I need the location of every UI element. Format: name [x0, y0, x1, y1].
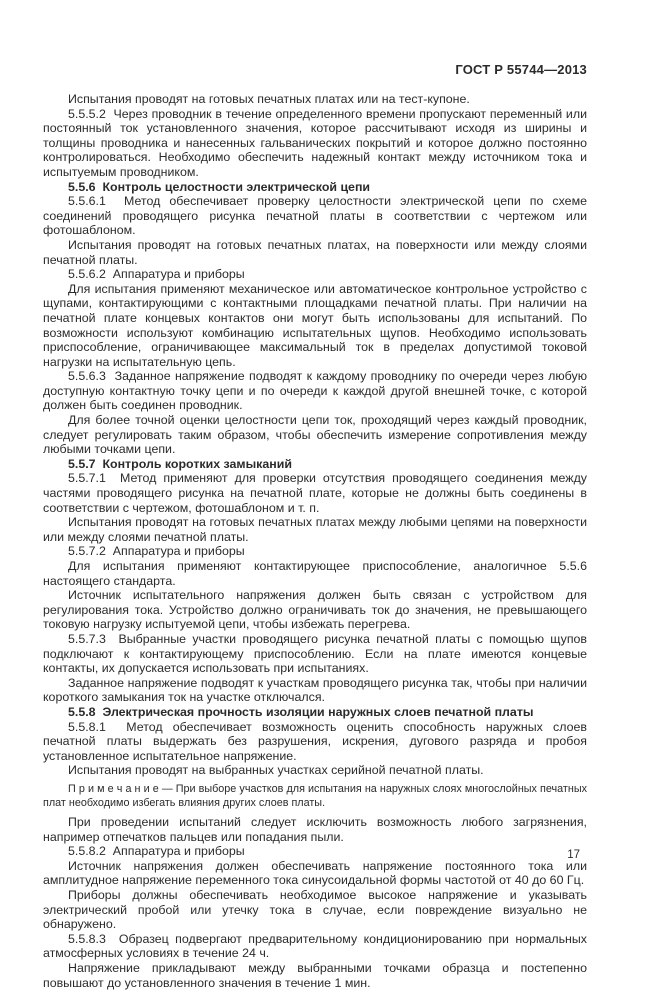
paragraph: Испытания проводят на выбранных участках серийной печатной платы. — [68, 763, 484, 778]
section-heading: 5.5.8 Электрическая прочность изоляции наружных слоев печатной платы — [68, 704, 534, 719]
paragraph: Для испытания применяют контактирующее приспособление, аналогичное 5.5.6 настоящего стандарта. — [43, 559, 587, 588]
paragraph: 5.5.8.3 Образец подвергают предварительному кондиционированию при нормальных атмосферных условиях в течение 24 ч. — [43, 931, 587, 961]
paragraph: Для более точной оценки целостности цепи ток, проходящий через каждый проводник, следует регулировать таким образом, чтобы обеспечить измерение сопротивления между любыми точками цепи. — [43, 413, 587, 457]
paragraph: Приборы должны обеспечивать необходимое высокое напряжение и указывать электрический пробой или утечку тока в случае, если повреждение визуально не обнаружено. — [43, 888, 587, 932]
note-paragraph: П р и м е ч а н и е — При выборе участков для испытания на наружных слоях многослойных печатных плат необходимо избегать влияния других слоев платы. — [43, 782, 587, 809]
paragraph: 5.5.6.2 Аппаратура и приборы — [68, 267, 245, 282]
paragraph: 5.5.7.3 Выбранные участки проводящего рисунка печатной платы с помощью щупов подключают к контактирующему приспособлению. Если на плате имеются концевые контакты, их допускается использовать при испытаниях. — [43, 631, 587, 676]
paragraph: 5.5.7.2 Аппаратура и приборы — [68, 544, 245, 559]
paragraph: При проведении испытаний следует исключить возможность любого загрязнения, например отпечатков пальцев или попадания пыли. — [43, 815, 587, 844]
paragraph: Источник напряжения должен обеспечивать напряжение постоянного тока или амплитудное напряжение переменного тока синусоидальной формы частотой от 40 до 60 Гц. — [43, 858, 587, 888]
paragraph: Испытания проводят на готовых печатных платах или на тест-купоне. — [68, 92, 470, 106]
paragraph: Источник испытательного напряжения должен быть связан с устройством для регулирования тока. Устройство должно ограничивать ток до значения, не превышающего токовую нагрузку испытуемой цепи, чтобы избежать перегрева. — [43, 588, 587, 632]
document-header: ГОСТ Р 55744—2013 — [455, 62, 587, 77]
paragraph: Испытания проводят на готовых печатных платах между любыми цепями на поверхности или между слоями печатной платы. — [43, 515, 587, 544]
paragraph: 5.5.8.1 Метод обеспечивает возможность оценить способность наружных слоев печатной платы выдержать без разрушения, искрения, дугового разряда и пробоя установленное испытательное напряжение. — [43, 719, 587, 763]
section-heading: 5.5.7 Контроль коротких замыканий — [68, 456, 292, 471]
paragraph: 5.5.6.3 Заданное напряжение подводят к каждому проводнику по очереди через любую доступную контактную точку цепи и по очереди к каждой другой внешней точке, с которой должен быть соединен проводник. — [43, 369, 587, 413]
document-content — [43, 62, 587, 990]
paragraph: Для испытания применяют механическое или автоматическое контрольное устройство с щупами, контактирующими с контактными площадками печатной платы. При наличии на печатной плате концевых контактов они могут быть использованы для испытаний. По возможности используют комбинацию испытательных щупов. Необходимо использовать приспособление, ограничивающее максимальный ток в пределах допустимой токовой нагрузки на испытательную цепь. — [43, 281, 587, 369]
paragraph: 5.5.5.2 Через проводник в течение определенного времени пропускают переменный или постоянный ток установленного значения, которое рассчитывают исходя из ширины и толщины проводника и нанесенных гальванических покрытий и которое должно постоянно контролироваться. Необходимо обеспечить надежный контакт между источником тока и испытуемым проводником. — [43, 106, 587, 179]
page-number: 17 — [567, 849, 580, 861]
paragraph: 5.5.7.1 Метод применяют для проверки отсутствия проводящего соединения между частями проводящего рисунка на печатной плате, которые не должны быть соединены в соответствии с чертежом, фотошаблоном и т. п. — [43, 471, 587, 515]
paragraph: Испытания проводят на готовых печатных платах, на поверхности или между слоями печатной платы. — [43, 237, 587, 267]
paragraph: 5.5.6.1 Метод обеспечивает проверку целостности электрической цепи по схеме соединений проводящего рисунка печатной платы в соответствии с чертежом или фотошаблоном. — [43, 194, 587, 238]
paragraph: Напряжение прикладывают между выбранными точками образца и постепенно повышают до установленного значения в течение 1 мин. — [43, 961, 587, 990]
section-heading: 5.5.6 Контроль целостности электрической цепи — [68, 179, 371, 194]
paragraph: Заданное напряжение подводят к участкам проводящего рисунка так, чтобы при наличии короткого замыкания ток на участке отключался. — [43, 675, 587, 705]
paragraph: 5.5.8.2 Аппаратура и приборы — [68, 844, 245, 859]
